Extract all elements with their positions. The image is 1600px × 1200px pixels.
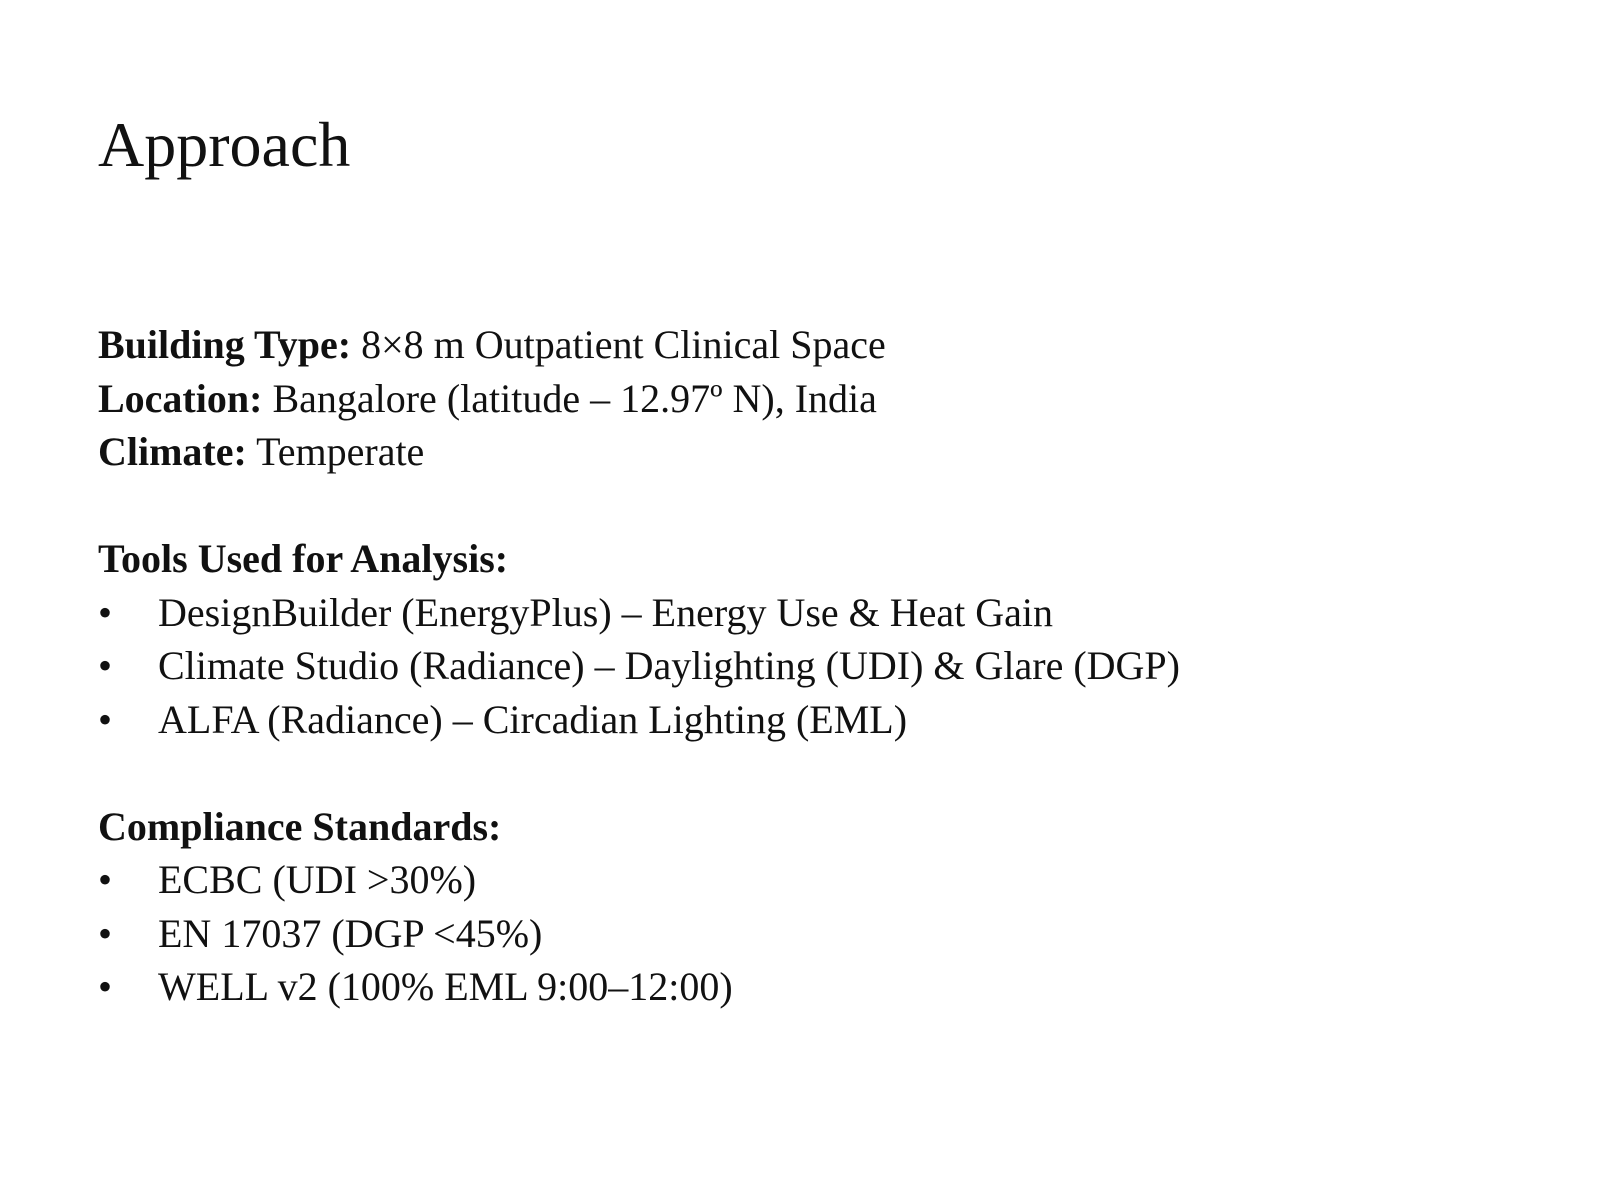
compliance-heading: Compliance Standards:	[98, 803, 502, 849]
section-spacer	[98, 746, 1478, 800]
tool-list-item	[98, 693, 1478, 747]
climate-line	[98, 425, 1478, 479]
compliance-list-item	[98, 907, 1478, 961]
tool-item-text: Climate Studio (Radiance) – Daylighting (UDI) & Glare (DGP)	[158, 643, 1180, 688]
location-label: Location:	[98, 375, 263, 421]
compliance-list-item	[98, 960, 1478, 1014]
building-type-value: 8×8 m Outpatient Clinical Space	[361, 322, 886, 367]
tools-heading: Tools Used for Analysis:	[98, 536, 509, 581]
climate-value: Temperate	[256, 429, 425, 474]
bullet-icon: •	[98, 589, 113, 635]
compliance-item-text: WELL v2 (100% EML 9:00–12:00)	[158, 964, 733, 1009]
bullet-icon: •	[98, 696, 113, 742]
building-type-line	[98, 318, 1478, 372]
compliance-item-text: ECBC (UDI >30%)	[158, 857, 477, 902]
tool-item-text: ALFA (Radiance) – Circadian Lighting (EML)	[158, 696, 908, 742]
bullet-icon: •	[98, 910, 113, 956]
slide-title: Approach	[98, 109, 351, 180]
compliance-list-item	[98, 853, 1478, 907]
climate-label: Climate:	[98, 429, 247, 474]
tool-list-item	[98, 639, 1478, 693]
section-spacer	[98, 479, 1478, 533]
bullet-icon: •	[98, 964, 113, 1009]
tool-item-text: DesignBuilder (EnergyPlus) – Energy Use & Heat Gain	[158, 589, 1054, 635]
bullet-icon: •	[98, 857, 113, 902]
compliance-item-text: EN 17037 (DGP <45%)	[158, 910, 543, 956]
tools-list	[98, 586, 1478, 747]
compliance-list	[98, 853, 1478, 1014]
location-line	[98, 372, 1478, 426]
building-type-label: Building Type:	[98, 322, 352, 367]
location-value: Bangalore (latitude – 12.97º N), India	[272, 375, 877, 421]
bullet-icon: •	[98, 643, 113, 688]
tool-list-item	[98, 586, 1478, 640]
slide-content	[98, 318, 1478, 1014]
